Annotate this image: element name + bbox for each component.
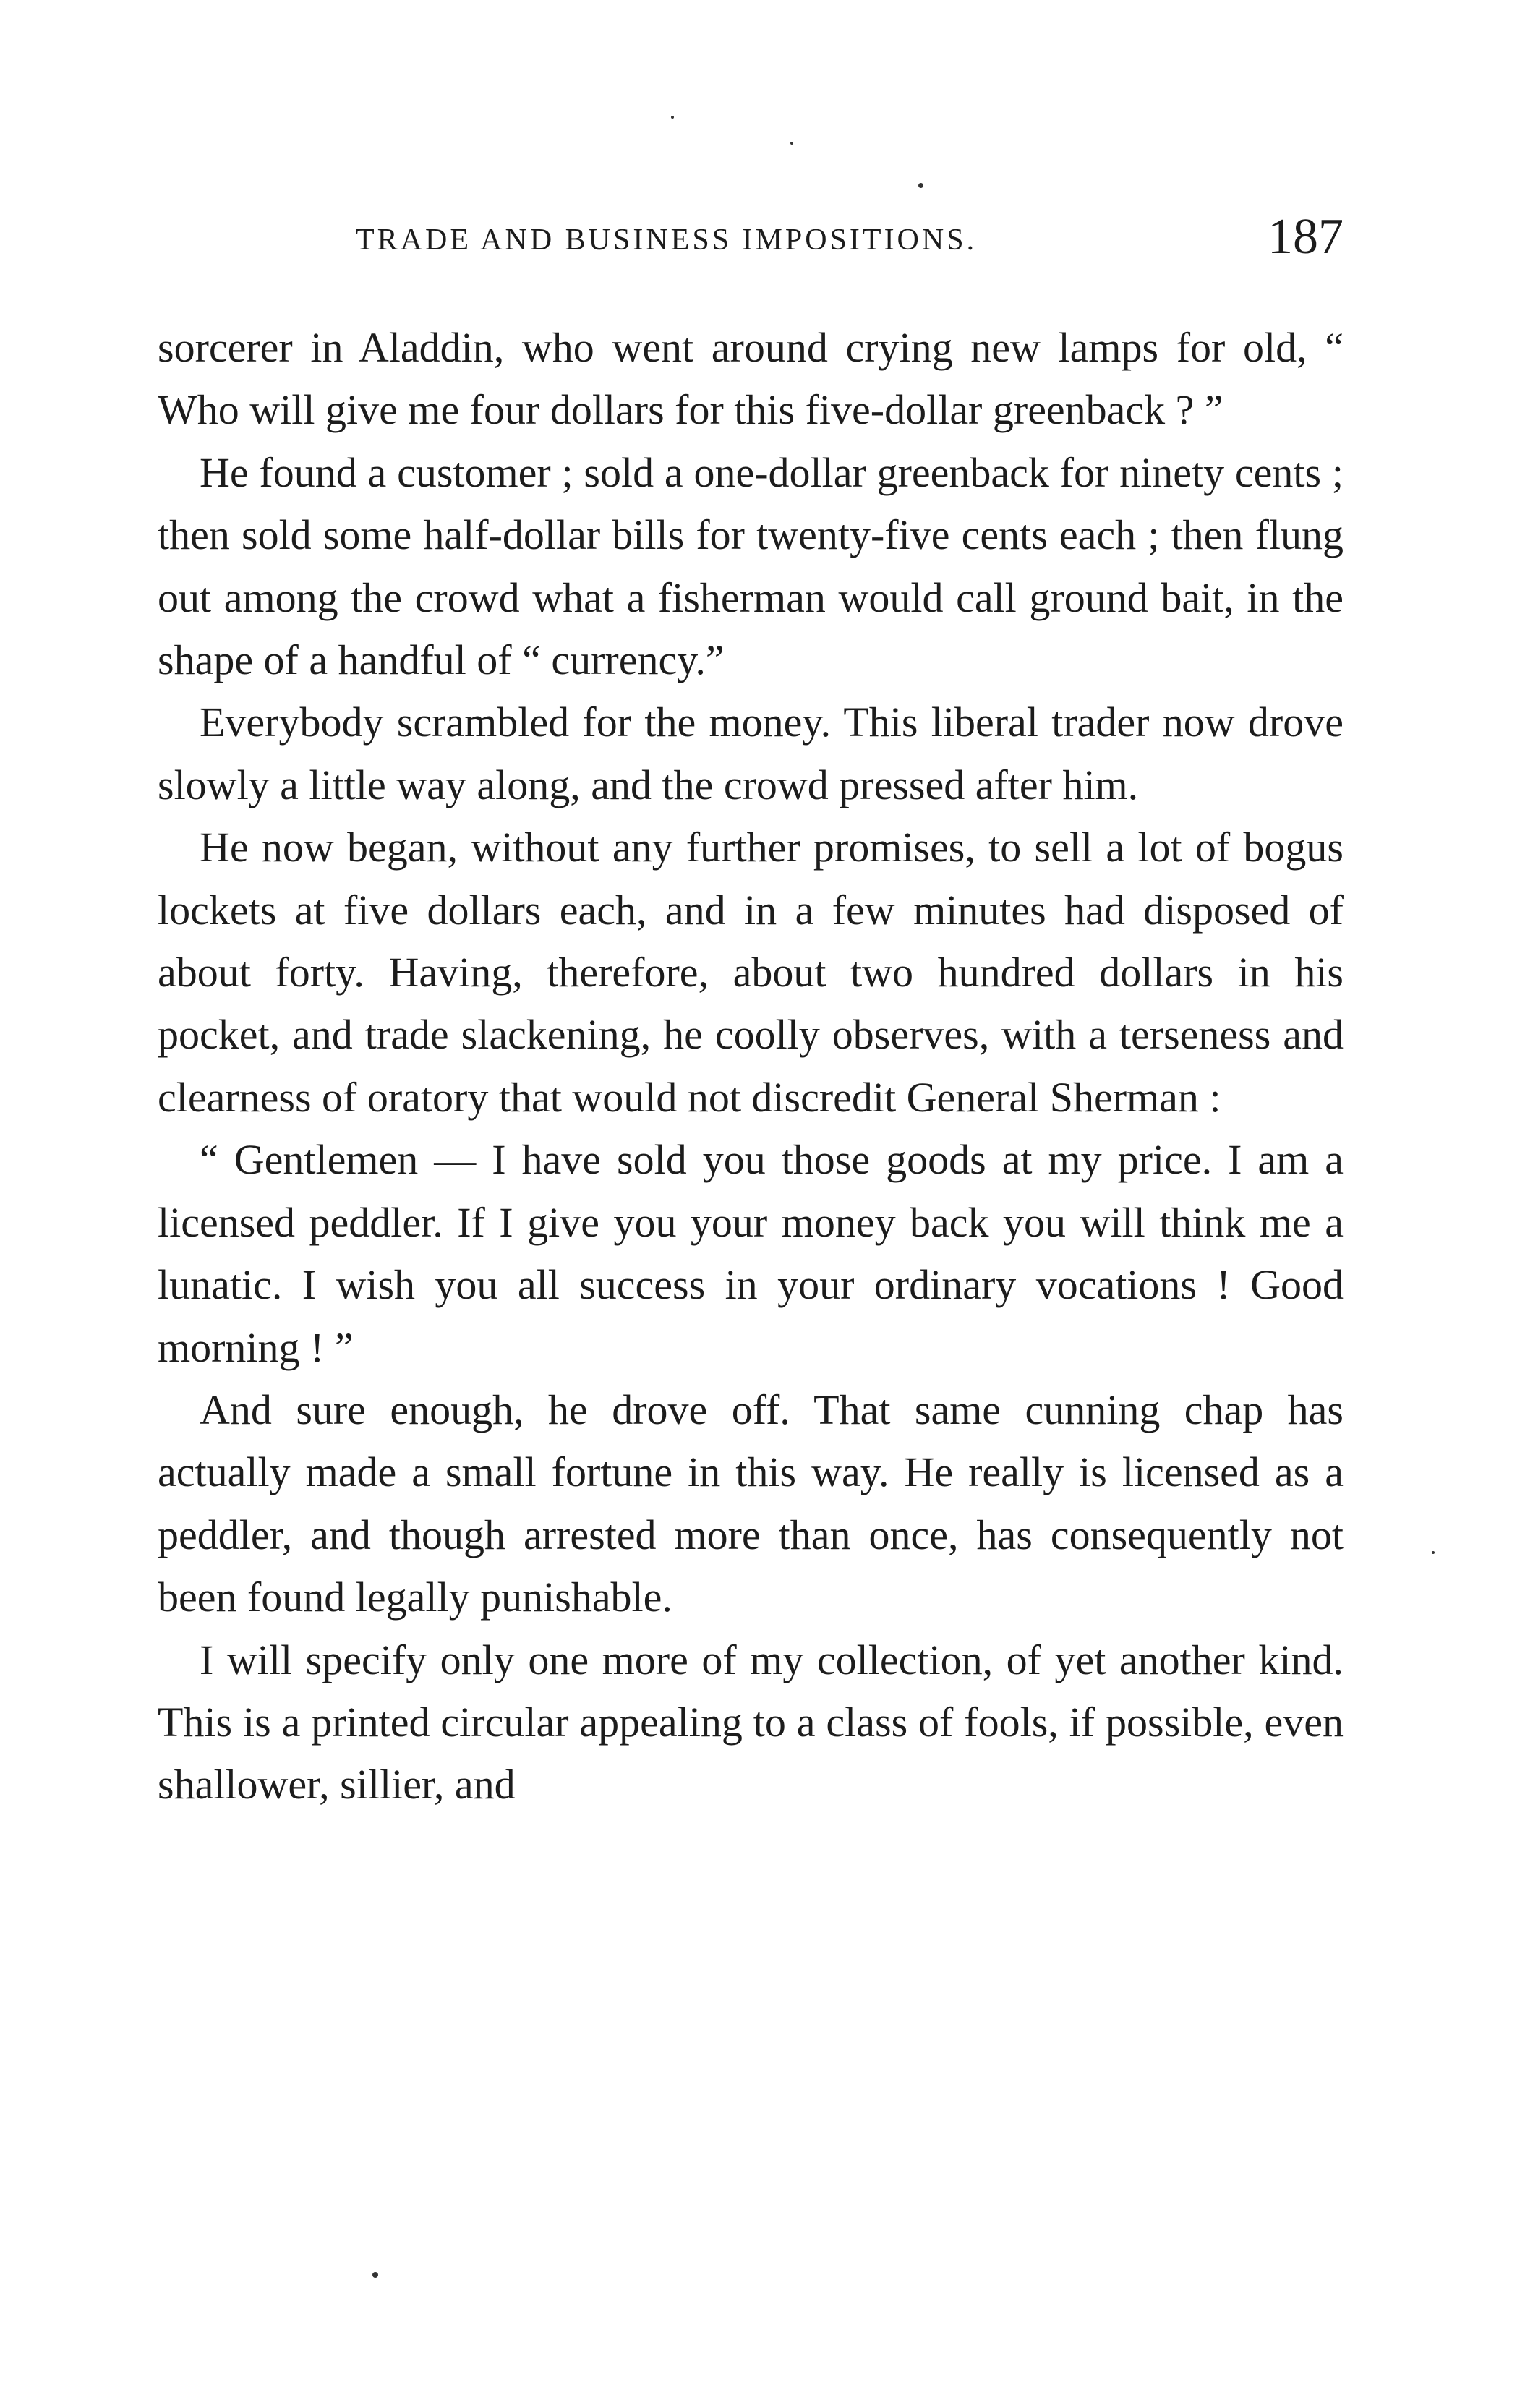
ink-speck bbox=[790, 142, 793, 145]
paragraph-4: He now began, without any further promises, to sell a lot of bogus lockets at five dollars each, and in a few minutes had disposed of about forty. Having, therefore, about two hundred dollars in his pocket, and trade slackening, he coolly observes, with a terseness and clearness of oratory that would not discredit General Sherman : bbox=[158, 824, 1344, 1121]
page-header bbox=[158, 208, 1344, 273]
page-number: 187 bbox=[1268, 209, 1344, 265]
ink-speck bbox=[372, 2272, 378, 2278]
ink-speck bbox=[918, 183, 923, 188]
paragraph-2: He found a customer ; sold a one-dollar greenback for ninety cents ; then sold some half-dollar bills for twenty-five cents each ; then flung out among the crowd what a fisherman would call ground bait, in the shape of a handful of “ currency.” bbox=[158, 448, 1344, 684]
ink-speck bbox=[1432, 1551, 1435, 1554]
ink-speck bbox=[671, 116, 674, 119]
paragraph-3: Everybody scrambled for the money. This liberal trader now drove slowly a little way along, and the crowd pressed after him. bbox=[158, 699, 1344, 808]
running-head: TRADE AND BUSINESS IMPOSITIONS. bbox=[356, 223, 978, 257]
paragraph-6: And sure enough, he drove off. That same cunning chap has actually made a small fortune in this way. He really is licensed as a peddler, and though arrested more than once, has consequently not been found legally punishable. bbox=[158, 1386, 1344, 1621]
paragraph-5: “ Gentlemen — I have sold you those goods at my price. I am a licensed peddler. If I give you your money back you will think me a lunatic. I wish you all success in your ordinary vocations ! Good morning ! ” bbox=[158, 1136, 1344, 1371]
body-text bbox=[158, 317, 1344, 1816]
paragraph-7: I will specify only one more of my collection, of yet another kind. This is a printed circular appealing to a class of fools, if possible, even shallower, sillier, and bbox=[158, 1636, 1344, 1809]
paragraph-1: sorcerer in Aladdin, who went around crying new lamps for old, “ Who will give me four dollars for this five-dollar greenback ? ” bbox=[158, 324, 1344, 434]
